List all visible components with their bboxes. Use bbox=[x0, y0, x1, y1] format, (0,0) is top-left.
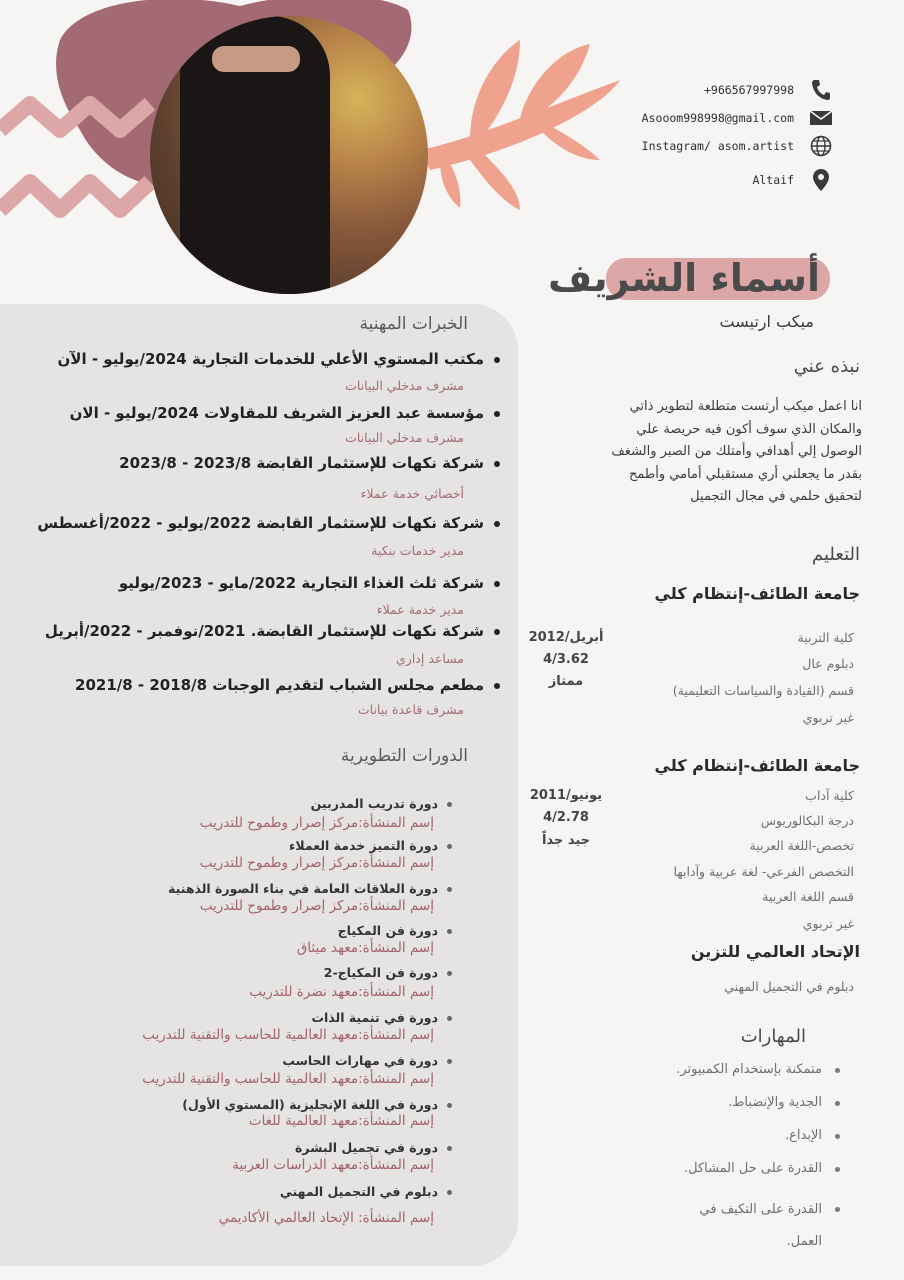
course-item: دورة فن المكياج bbox=[338, 923, 438, 938]
edu1-line-2: دبلوم عال bbox=[802, 656, 854, 671]
coral-leaf bbox=[420, 40, 620, 210]
course-institute: إسم المنشأة:معهد العالمية للغات bbox=[248, 1113, 434, 1129]
course-item: دورة في تنمية الذات bbox=[311, 1010, 438, 1025]
university-1: جامعة الطائف-إنتظام كلي bbox=[654, 584, 860, 603]
edu3-line-1: دبلوم في التجميل المهني bbox=[724, 979, 854, 994]
instagram-text[interactable]: Instagram/ asom.artist bbox=[641, 139, 794, 153]
course-item: دورة التميز خدمة العملاء bbox=[289, 838, 438, 853]
skill-item: القدرة على التكيف في العمل. bbox=[672, 1194, 822, 1258]
course-institute: إسم المنشأة:معهد ميثاق bbox=[296, 940, 434, 956]
edu2-grade: جيد جداً bbox=[541, 833, 591, 848]
university-3: الإتحاد العالمي للتزين bbox=[690, 942, 860, 961]
course-institute: إسم المنشأة:مركز إصرار وطموح للتدريب bbox=[199, 855, 434, 871]
job-role: ميكب ارتيست bbox=[719, 312, 814, 331]
course-institute: إسم المنشأة:مركز إصرار وطموح للتدريب bbox=[199, 815, 434, 831]
education-title: التعليم bbox=[812, 544, 860, 565]
job-position: أخصائي خدمة عملاء bbox=[360, 486, 464, 501]
contact-phone-row bbox=[704, 78, 834, 102]
job-position: مشرف مدخلي البيانات bbox=[345, 430, 464, 445]
course-item: دورة في مهارات الحاسب bbox=[282, 1053, 438, 1068]
edu2-gpa: 4/2.78 bbox=[543, 810, 589, 825]
job-item: شركة نكهات للإستثمار القابضة 2022/يوليو - 2022/أغسطس bbox=[37, 514, 484, 532]
edu1-line-1: كلية التربية bbox=[797, 630, 854, 645]
contact-location-row bbox=[752, 168, 834, 192]
skill-item: الإبداع. bbox=[785, 1128, 822, 1143]
job-item: شركة ثلث الغذاء التجارية 2022/مايو - 2023/يوليو bbox=[119, 574, 484, 592]
contact-email-row bbox=[642, 106, 834, 130]
course-item: دورة في تجميل البشرة bbox=[295, 1140, 438, 1155]
edu1-date: أبريل/2012 bbox=[528, 630, 604, 645]
edu2-line-6: غير تربوي bbox=[802, 916, 854, 931]
university-2: جامعة الطائف-إنتظام كلي bbox=[654, 756, 860, 775]
about-title: نبذه عني bbox=[793, 356, 860, 377]
course-institute: إسم المنشأة:معهد العالمية للحاسب والتقنية للتدريب bbox=[142, 1027, 434, 1043]
skill-item: متمكنة بإستخدام الكمبيوتر. bbox=[676, 1062, 822, 1077]
edu2-line-5: قسم اللغة العربية bbox=[762, 889, 854, 904]
course-item: دورة العلاقات العامة في بناء الصورة الذهنية bbox=[168, 881, 438, 896]
pink-zigzag-2 bbox=[0, 182, 150, 210]
edu1-gpa: 4/3.62 bbox=[543, 652, 589, 667]
job-item: شركة نكهات للإستثمار القابضة 2023/8 - 2023/8 bbox=[119, 454, 484, 472]
location-text: Altaif bbox=[752, 173, 794, 187]
phone-icon bbox=[808, 78, 834, 102]
job-item: شركة نكهات للإستثمار القابضة. 2021/نوفمبر - 2022/أبريل bbox=[45, 622, 484, 640]
mail-icon bbox=[808, 106, 834, 130]
full-name: أسماء الشريف bbox=[548, 256, 820, 300]
course-institute: إسم المنشأة:معهد الدراسات العربية bbox=[232, 1157, 434, 1173]
job-position: مشرف قاعدة بيانات bbox=[357, 702, 464, 717]
course-institute: إسم المنشأة:معهد العالمية للحاسب والتقنية للتدريب bbox=[142, 1071, 434, 1087]
edu2-line-4: التخصص الفرعي- لغة عربية وآدابها bbox=[673, 864, 854, 879]
course-institute: إسم المنشأة: الإتحاد العالمي الأكاديمي bbox=[218, 1210, 434, 1226]
edu1-line-4: غير تربوي bbox=[802, 710, 854, 725]
globe-icon bbox=[808, 134, 834, 158]
phone-text[interactable]: +966567997998 bbox=[703, 83, 794, 97]
job-item: مكتب المستوي الأعلي للخدمات التجارية 2024/يوليو - الآن bbox=[58, 350, 485, 368]
photo-eyes bbox=[212, 46, 300, 72]
course-item: دورة في اللغة الإنجليزية (المستوي الأول) bbox=[182, 1097, 438, 1112]
email-text[interactable]: Asooom998998@gmail.com bbox=[641, 111, 794, 125]
course-item: دورة فن المكياج-2 bbox=[324, 965, 438, 980]
job-position: مدير خدمة عملاء bbox=[376, 602, 464, 617]
course-institute: إسم المنشأة:مركز إصرار وطموح للتدريب bbox=[199, 898, 434, 914]
job-position: مساعد إداري bbox=[396, 651, 464, 666]
edu2-date: يونيو/2011 bbox=[529, 788, 603, 803]
location-pin-icon bbox=[808, 168, 834, 192]
contact-instagram-row bbox=[642, 134, 834, 158]
edu2-line-1: كلية آداب bbox=[805, 788, 854, 803]
edu2-line-3: تخصص-اللغة العربية bbox=[749, 838, 854, 853]
skill-item: الجدية والإنضباط. bbox=[728, 1095, 822, 1110]
course-item: دبلوم في التجميل المهني bbox=[280, 1184, 438, 1199]
course-institute: إسم المنشأة:معهد نضرة للتدريب bbox=[249, 984, 434, 1000]
edu1-line-3: قسم (القيادة والسياسات التعليمية) bbox=[672, 683, 854, 698]
skill-item: القدرة على حل المشاكل. bbox=[684, 1161, 822, 1176]
about-text: انا اعمل ميكب أرتست متطلعة لتطوير ذاتي والمكان الذي سوف أكون فيه حريصة علي الوصول إلي أهدافي وأمتلك من الصبر والشغف بقدر ما يجعلني أري مستقبلي أمامي وأطمح لتحقيق حلمي في مجال التجميل bbox=[611, 399, 862, 504]
experience-title: الخبرات المهنية bbox=[359, 314, 468, 334]
job-position: مشرف مدخلي البيانات bbox=[345, 378, 464, 393]
edu2-line-2: درجة البكالوريوس bbox=[760, 813, 854, 828]
edu1-grade: ممتاز bbox=[548, 674, 584, 689]
job-position: مدير خدمات بنكية bbox=[371, 543, 464, 558]
profile-photo bbox=[150, 16, 428, 294]
job-item: مطعم مجلس الشباب لتقديم الوجبات 2018/8 - 2021/8 bbox=[75, 676, 484, 694]
skills-title: المهارات bbox=[740, 1026, 806, 1047]
courses-title: الدورات التطويرية bbox=[340, 746, 468, 766]
job-item: مؤسسة عبد العزيز الشريف للمقاولات 2024/يوليو - الان bbox=[70, 404, 484, 422]
course-item: دورة تدريب المدربين bbox=[311, 796, 438, 811]
